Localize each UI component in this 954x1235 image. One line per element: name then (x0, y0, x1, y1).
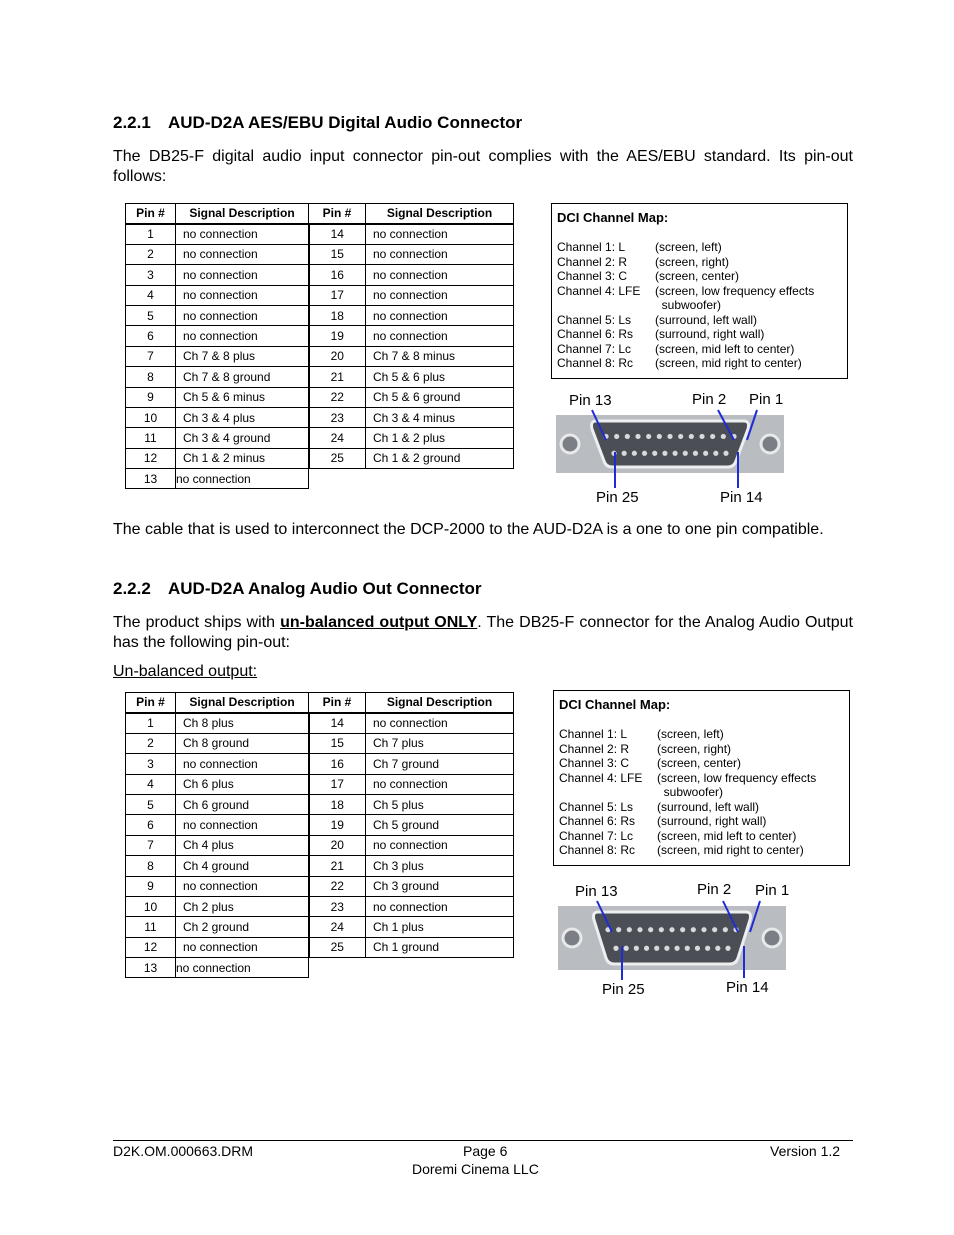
signal-description: Ch 1 & 2 minus (176, 448, 309, 468)
signal-description: no connection (366, 326, 514, 346)
pin-number: 1 (126, 713, 176, 733)
channel-description: (screen, mid right to center) (657, 843, 804, 857)
signal-description: no connection (366, 713, 514, 733)
table-row (126, 387, 514, 407)
channel-label: Channel 3: C (559, 756, 630, 770)
pin-socket (667, 434, 672, 439)
pin-number: 19 (309, 815, 366, 835)
pin-socket (642, 451, 647, 456)
pin-number: 7 (126, 835, 176, 855)
pin-socket (614, 434, 619, 439)
channel-description: (surround, left wall) (657, 799, 760, 814)
empty-cell (309, 958, 514, 978)
channel-description: subwoofer) (655, 298, 722, 312)
signal-description: no connection (366, 835, 514, 855)
pin-socket (723, 927, 728, 932)
channel-label: Channel 2: R (559, 741, 630, 756)
pin-number: 6 (126, 326, 176, 346)
pinout-table-digital (125, 203, 514, 489)
db25-connector-photo (556, 415, 784, 473)
channel-label: Channel 4: LFE (557, 283, 641, 298)
pin-number: 21 (309, 367, 366, 387)
channel-description: (screen, left) (657, 727, 724, 741)
pin-number: 1 (126, 224, 176, 244)
pin2-label: Pin 2 (697, 881, 732, 898)
col-header-signal: Signal Description (366, 693, 514, 713)
pin-socket (652, 451, 657, 456)
pin-socket (622, 451, 627, 456)
pin-number: 12 (126, 448, 176, 468)
signal-description: no connection (176, 815, 309, 835)
signal-description: Ch 8 plus (176, 713, 309, 733)
pin-number: 4 (126, 774, 176, 794)
pin-number: 14 (309, 713, 366, 733)
pin-socket (644, 946, 649, 951)
pin-socket (634, 946, 639, 951)
d-sub-shell (592, 421, 749, 467)
table-row (126, 835, 514, 855)
pin-number: 18 (309, 305, 366, 325)
signal-description: no connection (176, 285, 309, 305)
pin-socket (654, 946, 659, 951)
pin-socket (635, 434, 640, 439)
channel-label: Channel 2: R (557, 254, 628, 269)
pin-number: 6 (126, 815, 176, 835)
signal-description: Ch 2 plus (176, 896, 309, 916)
signal-description: Ch 3 plus (366, 856, 514, 876)
col-header-pin: Pin # (309, 693, 366, 713)
col-header-signal: Signal Description (366, 204, 514, 224)
pin-number: 15 (309, 244, 366, 264)
pin-number: 2 (126, 733, 176, 753)
pin-number: 2 (126, 244, 176, 264)
pin-socket (625, 434, 630, 439)
pin-number: 25 (309, 937, 366, 957)
section1-closing: The cable that is used to interconnect the DCP-2000 to the AUD-D2A is a one to one pin compatible. (113, 521, 824, 538)
signal-description: Ch 8 ground (176, 733, 309, 753)
pin-socket (603, 434, 608, 439)
pin-number: 9 (126, 387, 176, 407)
mounting-hole-icon (761, 435, 779, 453)
pin-number: 13 (126, 469, 176, 489)
table-row (126, 754, 514, 774)
col-header-pin: Pin # (126, 204, 176, 224)
table-row (126, 937, 514, 957)
pin-socket (613, 946, 618, 951)
pin-number: 12 (126, 937, 176, 957)
signal-description: no connection (366, 774, 514, 794)
pin-number: 4 (126, 285, 176, 305)
channel-description: (surround, left wall) (655, 312, 758, 327)
signal-description: Ch 5 plus (366, 794, 514, 814)
channel-description: (screen, right) (655, 254, 730, 269)
table-row (126, 733, 514, 753)
channel-label: Channel 1: L (557, 240, 626, 254)
pin-socket (710, 434, 715, 439)
section-heading-2-2-1: 2.2.1 AUD-D2A AES/EBU Digital Audio Connector (113, 113, 523, 132)
pin-number: 23 (309, 896, 366, 916)
pin-number: 11 (126, 917, 176, 937)
signal-description: no connection (176, 265, 309, 285)
pin-number: 18 (309, 794, 366, 814)
col-header-pin: Pin # (309, 204, 366, 224)
pin-number: 14 (309, 224, 366, 244)
pin-socket (678, 434, 683, 439)
signal-description: Ch 2 ground (176, 917, 309, 937)
channel-description: (screen, mid right to center) (655, 356, 802, 370)
channel-description: (surround, right wall) (655, 327, 765, 341)
signal-description: Ch 1 & 2 plus (366, 428, 514, 448)
pin-number: 20 (309, 835, 366, 855)
table-row (126, 896, 514, 916)
channel-description: (screen, left) (655, 240, 722, 254)
pin-socket (713, 451, 718, 456)
channel-description: (screen, mid left to center) (655, 341, 795, 356)
channel-label: Channel 5: Ls (559, 799, 634, 814)
table-row (126, 794, 514, 814)
table-row (126, 244, 514, 264)
table-row (126, 346, 514, 366)
channel-label: Channel 5: Ls (557, 312, 632, 327)
empty-cell (309, 469, 514, 489)
pin-socket (632, 451, 637, 456)
pin-socket (683, 451, 688, 456)
pin-socket (664, 946, 669, 951)
pin-socket (705, 946, 710, 951)
connector-graphic (558, 906, 786, 970)
pin-number: 7 (126, 346, 176, 366)
pin-socket (659, 927, 664, 932)
footer-rule (113, 1140, 853, 1141)
signal-description: Ch 7 & 8 ground (176, 367, 309, 387)
pin1-label: Pin 1 (755, 882, 790, 899)
pin-socket (723, 451, 728, 456)
channel-label: Channel 4: LFE (559, 770, 643, 785)
signal-description: Ch 3 ground (366, 876, 514, 896)
signal-description: no connection (366, 896, 514, 916)
pin-socket (646, 434, 651, 439)
signal-description: Ch 1 plus (366, 917, 514, 937)
pin-number: 8 (126, 856, 176, 876)
table-row (126, 285, 514, 305)
footer-company: Doremi Cinema LLC (412, 1161, 539, 1177)
d-sub-shell (594, 912, 751, 964)
pin-socket (637, 927, 642, 932)
pin-number: 22 (309, 387, 366, 407)
pin-number: 11 (126, 428, 176, 448)
signal-description: Ch 7 & 8 plus (176, 346, 309, 366)
pin-number: 20 (309, 346, 366, 366)
pin-number: 24 (309, 428, 366, 448)
connector-graphic (556, 415, 784, 473)
channel-description: subwoofer) (657, 785, 724, 799)
table-row (126, 448, 514, 468)
signal-description: no connection (366, 265, 514, 285)
pin-number: 10 (126, 896, 176, 916)
channel-description: (screen, center) (657, 756, 742, 770)
pin-socket (699, 434, 704, 439)
pin-socket (680, 927, 685, 932)
table-row (126, 713, 514, 733)
dci-channel-map-box (551, 203, 848, 379)
channel-label: Channel 7: Lc (557, 341, 632, 356)
pin-number: 8 (126, 367, 176, 387)
signal-description: Ch 1 ground (366, 937, 514, 957)
signal-description: no connection (176, 754, 309, 774)
pin-number: 15 (309, 733, 366, 753)
channel-label: Channel 6: Rs (557, 327, 634, 341)
signal-description: no connection (366, 285, 514, 305)
signal-description: no connection (176, 469, 309, 489)
table-row (126, 224, 514, 244)
pin-number: 17 (309, 285, 366, 305)
table-row (126, 305, 514, 325)
table-row (126, 856, 514, 876)
pin-number: 23 (309, 407, 366, 427)
pin2-label: Pin 2 (692, 391, 727, 408)
channel-label: Channel 6: Rs (559, 814, 636, 828)
pin-socket (691, 927, 696, 932)
channel-description: (screen, low frequency effects (655, 283, 815, 298)
dci-title: DCI Channel Map: (559, 697, 671, 712)
signal-description: Ch 3 & 4 plus (176, 407, 309, 427)
mounting-hole-icon (561, 435, 579, 453)
pin-socket (733, 927, 738, 932)
pin-socket (715, 946, 720, 951)
section-heading-2-2-2: 2.2.2 AUD-D2A Analog Audio Out Connector (113, 579, 482, 598)
table-row (126, 265, 514, 285)
pin-number: 17 (309, 774, 366, 794)
signal-description: Ch 5 & 6 plus (366, 367, 514, 387)
signal-description: no connection (176, 876, 309, 896)
pin13-label: Pin 13 (569, 392, 612, 409)
signal-description: Ch 7 ground (366, 754, 514, 774)
col-header-pin: Pin # (126, 693, 176, 713)
table-row (126, 407, 514, 427)
channel-description: (screen, mid left to center) (657, 828, 797, 843)
pin-socket (657, 434, 662, 439)
signal-description: Ch 7 plus (366, 733, 514, 753)
pin-number: 24 (309, 917, 366, 937)
pin-number: 25 (309, 448, 366, 468)
pin-number: 13 (126, 958, 176, 978)
pin25-label: Pin 25 (602, 981, 645, 998)
pin-socket (616, 927, 621, 932)
pin-socket (701, 927, 706, 932)
pin14-label: Pin 14 (726, 979, 769, 996)
signal-description: no connection (176, 937, 309, 957)
signal-description: no connection (366, 244, 514, 264)
pin-socket (725, 946, 730, 951)
pin-socket (672, 451, 677, 456)
table-row (126, 815, 514, 835)
pin-socket (605, 927, 610, 932)
signal-description: Ch 4 plus (176, 835, 309, 855)
pin-socket (695, 946, 700, 951)
channel-label: Channel 7: Lc (559, 828, 634, 843)
pin-number: 5 (126, 305, 176, 325)
table-row (126, 958, 514, 978)
pin-socket (669, 927, 674, 932)
pinout-table-analog (125, 692, 514, 978)
pin-number: 5 (126, 794, 176, 814)
pin-number: 22 (309, 876, 366, 896)
signal-description: Ch 4 ground (176, 856, 309, 876)
pin-socket (689, 434, 694, 439)
pin25-label: Pin 25 (596, 489, 639, 506)
signal-description: Ch 1 & 2 ground (366, 448, 514, 468)
pin-number: 16 (309, 754, 366, 774)
signal-description: Ch 5 & 6 minus (176, 387, 309, 407)
channel-description: (screen, center) (655, 269, 740, 283)
signal-description: no connection (366, 224, 514, 244)
footer-page-number: Page 6 (463, 1143, 508, 1159)
pin-number: 10 (126, 407, 176, 427)
table-row (126, 876, 514, 896)
signal-description: no connection (176, 958, 309, 978)
pin-number: 16 (309, 265, 366, 285)
signal-description: Ch 3 & 4 ground (176, 428, 309, 448)
signal-description: no connection (176, 244, 309, 264)
table-row (126, 774, 514, 794)
pin-number: 3 (126, 754, 176, 774)
pin1-label: Pin 1 (749, 391, 784, 408)
dci-title: DCI Channel Map: (557, 210, 669, 225)
channel-label: Channel 3: C (557, 269, 628, 283)
pin-socket (721, 434, 726, 439)
pin-socket (693, 451, 698, 456)
section2-intro: The product ships with un-balanced output ONLY. The DB25-F connector for the Analog Audio Output has the following pin-out: (113, 614, 853, 651)
channel-label: Channel 1: L (559, 727, 628, 741)
signal-description: no connection (366, 305, 514, 325)
pin-socket (627, 927, 632, 932)
signal-description: Ch 7 & 8 minus (366, 346, 514, 366)
table-row (126, 428, 514, 448)
channel-description: (screen, low frequency effects (657, 770, 817, 785)
pin-number: 21 (309, 856, 366, 876)
table-row (126, 367, 514, 387)
pin-socket (662, 451, 667, 456)
footer-version: Version 1.2 (770, 1143, 841, 1159)
table-row (126, 469, 514, 489)
pin-socket (703, 451, 708, 456)
signal-description: no connection (176, 305, 309, 325)
pin-socket (712, 927, 717, 932)
pin-socket (648, 927, 653, 932)
channel-label: Channel 8: Rc (557, 356, 634, 370)
section1-intro: The DB25-F digital audio input connector pin-out complies with the AES/EBU standard. Its pin-out follows: (113, 148, 853, 185)
channel-description: (screen, right) (657, 741, 732, 756)
mounting-hole-icon (763, 929, 781, 947)
signal-description: Ch 5 ground (366, 815, 514, 835)
signal-description: no connection (176, 224, 309, 244)
dci-channel-map-box (553, 690, 850, 866)
signal-description: Ch 6 ground (176, 794, 309, 814)
pin13-label: Pin 13 (575, 883, 618, 900)
signal-description: no connection (176, 326, 309, 346)
signal-description: Ch 5 & 6 ground (366, 387, 514, 407)
pin-socket (674, 946, 679, 951)
pin-number: 9 (126, 876, 176, 896)
signal-description: Ch 3 & 4 minus (366, 407, 514, 427)
pin-socket (685, 946, 690, 951)
signal-description: Ch 6 plus (176, 774, 309, 794)
pin-socket (611, 451, 616, 456)
table-row (126, 326, 514, 346)
channel-description: (surround, right wall) (657, 814, 767, 828)
pin-socket (624, 946, 629, 951)
table-row (126, 917, 514, 937)
unbalanced-subheading: Un-balanced output: (113, 663, 258, 680)
col-header-signal: Signal Description (176, 204, 309, 224)
db25-connector-photo (558, 906, 786, 970)
footer-doc-id: D2K.OM.000663.DRM (113, 1143, 254, 1159)
pin-socket (731, 434, 736, 439)
pin-number: 19 (309, 326, 366, 346)
col-header-signal: Signal Description (176, 693, 309, 713)
pin14-label: Pin 14 (720, 489, 763, 506)
pin-number: 3 (126, 265, 176, 285)
mounting-hole-icon (563, 929, 581, 947)
channel-label: Channel 8: Rc (559, 843, 636, 857)
